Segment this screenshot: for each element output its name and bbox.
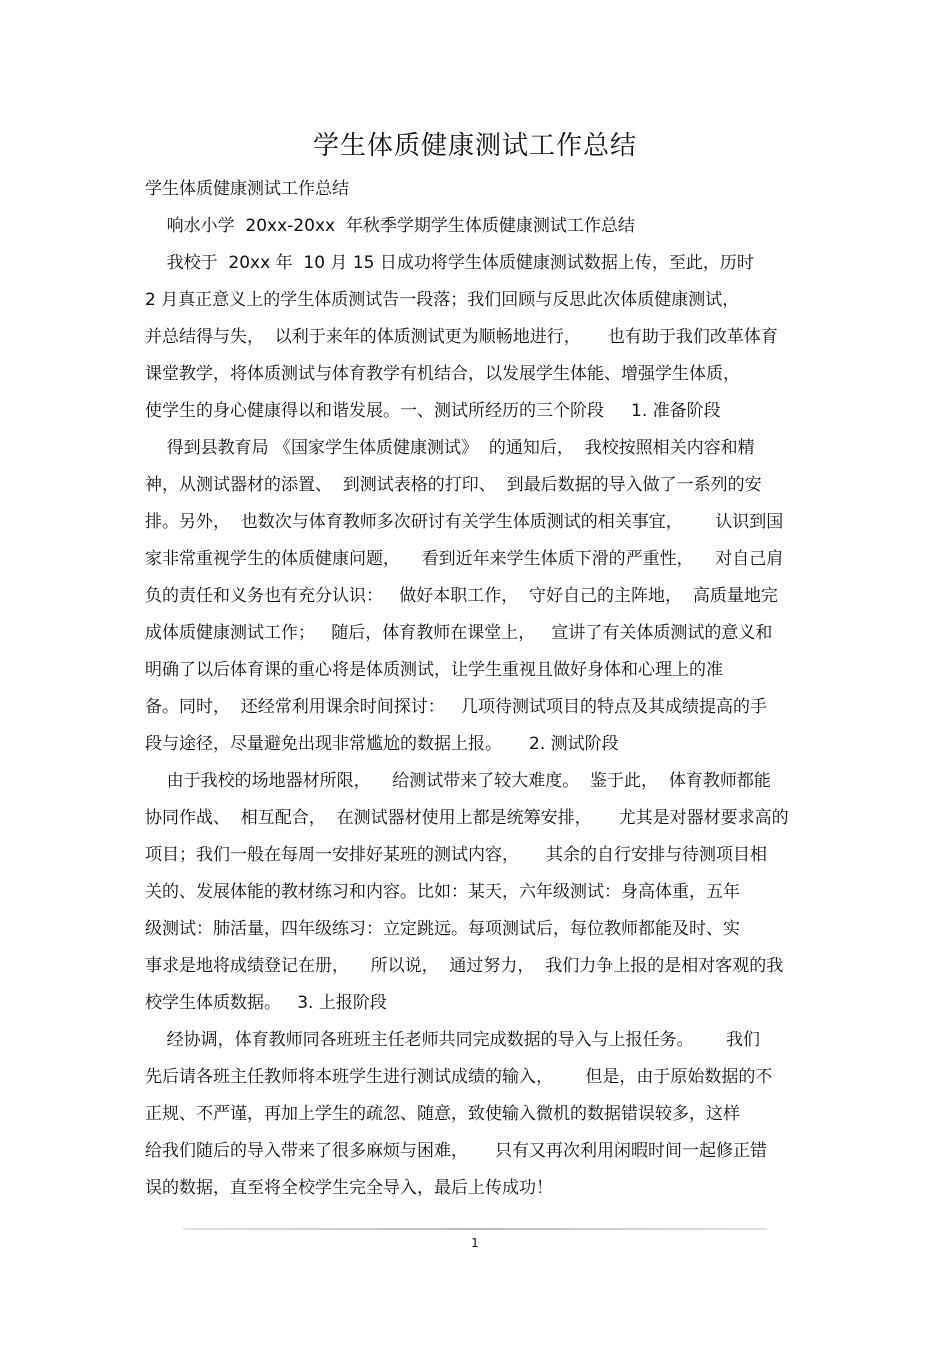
body-line: 校学生体质数据。 3. 上报阶段 (145, 993, 387, 1013)
body-line: 正规、不严谨，再加上学生的疏忽、随意，致使输入微机的数据错误较多，这样 (145, 1104, 740, 1124)
body-line: 成体质健康测试工作； 随后，体育教师在课堂上， 宣讲了有关体质测试的意义和 (145, 623, 773, 643)
body-line: 得到县教育局 《国家学生体质健康测试》 的通知后， 我校按照相关内容和精 (145, 438, 755, 458)
body-line: 项目；我们一般在每周一安排好某班的测试内容， 其余的自行安排与待测项目相 (145, 845, 768, 865)
body-line: 经协调，体育教师同各班班主任老师共同完成数据的导入与上报任务。 我们 (145, 1030, 761, 1050)
document-title: 学生体质健康测试工作总结 (312, 131, 637, 161)
body-line: 事求是地将成绩登记在册， 所以说， 通过努力， 我们力争上报的是相对客观的我 (145, 956, 784, 976)
body-line: 明确了以后体育课的重心将是体质测试，让学生重视且做好身体和心理上的准 (145, 660, 723, 680)
body-line: 关的、发展体能的教材练习和内容。比如：某天，六年级测试：身高体重，五年 (145, 882, 740, 902)
body-line: 先后请各班主任教师将本班学生进行测试成绩的输入， 但是，由于原始数据的不 (145, 1067, 773, 1087)
body-line: 家非常重视学生的体质健康问题， 看到近年来学生体质下滑的严重性， 对自己肩 (145, 549, 784, 569)
subtitle-line: 学生体质健康测试工作总结 (145, 179, 349, 199)
body-line: 段与途径，尽量避免出现非常尴尬的数据上报。 2. 测试阶段 (145, 734, 619, 754)
body-line: 并总结得与失， 以利于来年的体质测试更为顺畅地进行， 也有助于我们改革体育 (145, 327, 778, 347)
body-line: 我校于 20xx 年 10 月 15 日成功将学生体质健康测试数据上传，至此，历时 (145, 253, 754, 273)
school-heading-line: 响水小学 20xx-20xx 年秋季学期学生体质健康测试工作总结 (145, 216, 635, 236)
body-line: 排。另外， 也数次与体育教师多次研讨有关学生体质测试的相关事宜， 认识到国 (145, 512, 784, 532)
body-line: 给我们随后的导入带来了很多麻烦与困难， 只有又再次利用闲暇时间一起修正错 (145, 1141, 768, 1161)
body-line: 误的数据，直至将全校学生完全导入，最后上传成功！ (145, 1178, 553, 1198)
body-line: 课堂教学，将体质测试与体育教学有机结合，以发展学生体能、增强学生体质， (145, 364, 740, 384)
body-line: 级测试：肺活量，四年级练习：立定跳远。每项测试后，每位教师都能及时、实 (145, 919, 740, 939)
body-line: 神，从测试器材的添置、 到测试表格的打印、 到最后数据的导入做了一系列的安 (145, 475, 762, 495)
body-line: 由于我校的场地器材所限， 给测试带来了较大难度。 鉴于此， 体育教师都能 (145, 771, 771, 791)
page-number: 1 (471, 1236, 479, 1250)
body-line: 2 月真正意义上的学生体质测试告一段落；我们回顾与反思此次体质健康测试， (145, 290, 740, 310)
body-line: 负的责任和义务也有充分认识： 做好本职工作， 守好自己的主阵地， 高质量地完 (145, 586, 778, 606)
body-line: 协同作战、 相互配合， 在测试器材使用上都是统筹安排， 尤其是对器材要求高的 (145, 808, 789, 828)
body-line: 使学生的身心健康得以和谐发展。一、测试所经历的三个阶段 1. 准备阶段 (145, 401, 721, 421)
body-line: 备。同时， 还经常利用课余时间探讨： 几项待测试项目的特点及其成绩提高的手 (145, 697, 768, 717)
footer-divider (183, 1228, 767, 1230)
